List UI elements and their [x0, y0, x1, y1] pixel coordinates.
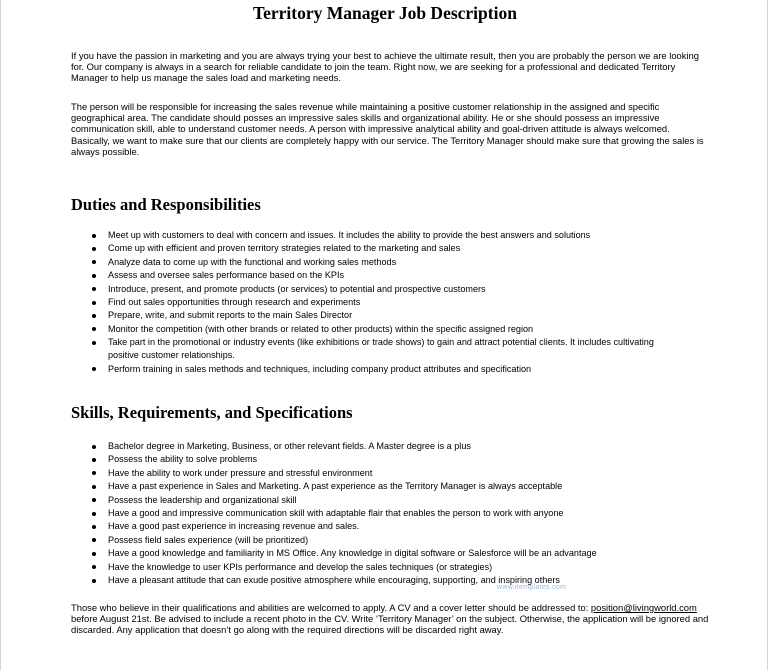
list-item: Bachelor degree in Marketing, Business, or other relevant fields. A Master degree is a plus: [108, 440, 668, 453]
list-item: Introduce, present, and promote products (or services) to potential and prospective customers: [108, 283, 668, 296]
list-item: Analyze data to come up with the functional and working sales methods: [108, 256, 668, 269]
watermark: www.itemplates.com: [497, 584, 567, 591]
closing-text-start: Those who believe in their qualifications and abilities are welcomed to apply. A CV and a cover letter should be addressed to:: [71, 602, 591, 613]
list-item: Have a pleasant attitude that can exude positive atmosphere while encouraging, supporting, and inspiring others: [108, 574, 668, 587]
duties-list: [108, 229, 668, 376]
list-item: Come up with efficient and proven territory strategies related to the marketing and sales: [108, 242, 668, 255]
duties-heading: Duties and Responsibilities: [71, 195, 261, 214]
list-item: Have a past experience in Sales and Marketing. A past experience as the Territory Manager is always acceptable: [108, 480, 668, 493]
list-item: Monitor the competition (with other brands or related to other products) within the specific assigned region: [108, 323, 668, 336]
list-item: Have the knowledge to user KPIs performance and develop the sales techniques (or strategies): [108, 561, 668, 574]
skills-list: [108, 440, 668, 587]
list-item: Find out sales opportunities through research and experiments: [108, 296, 668, 309]
intro-paragraph: If you have the passion in marketing and you are always trying your best to achieve the ultimate result, then you are probably the person we are looking for. Our company is always in a search for reliable candidate to join the team. Right now, we are seeking for a professional and dedicated Territory Manager to help us manage the sales load and marketing needs.: [71, 50, 699, 84]
list-item: Assess and oversee sales performance based on the KPIs: [108, 269, 668, 282]
list-item: Meet up with customers to deal with concern and issues. It includes the ability to provide the best answers and solutions: [108, 229, 668, 242]
list-item: Have a good past experience in increasing revenue and sales.: [108, 520, 668, 533]
skills-heading: Skills, Requirements, and Specifications: [71, 403, 353, 422]
closing-text-end: before August 21st. Be advised to include a recent photo in the CV. Write ‘Territory Manager’ on the subject. Otherwise, the application will be ignored and discarded. Any application that doesn’t go along with the required directions will be discarded right away.: [71, 613, 709, 636]
list-item: Have a good knowledge and familiarity in MS Office. Any knowledge in digital software or Salesforce will be an advantage: [108, 547, 668, 560]
closing-paragraph: [71, 602, 711, 636]
document-title: Territory Manager Job Description: [253, 3, 517, 23]
list-item: Possess the leadership and organizational skill: [108, 494, 668, 507]
email-link[interactable]: position@livingworld.com: [590, 602, 697, 613]
list-item: Have a good and impressive communication skill with adaptable flair that enables the person to work with anyone: [108, 507, 668, 520]
list-item: Possess field sales experience (will be prioritized): [108, 534, 668, 547]
overview-paragraph: The person will be responsible for increasing the sales revenue while maintaining a positive customer relationship in the assigned and specific geographical area. The candidate should posses an impressive sales skills and organizational ability. He or she should possess an impressive communication skill, able to understand customer needs. A person with impressive analytical ability and goal-driven attitude is always welcomed. Basically, we want to make sure that our clients are completely happy with our service. The Territory Manager should make sure that growing the sales is always possible.: [71, 101, 704, 157]
list-item: Have the ability to work under pressure and stressful environment: [108, 467, 668, 480]
list-item: Take part in the promotional or industry events (like exhibitions or trade shows) to gain and attract potential clients. It includes cultivating positive customer relationships.: [108, 336, 668, 362]
list-item: Perform training in sales methods and techniques, including company product attributes and specification: [108, 363, 668, 376]
list-item: Possess the ability to solve problems: [108, 453, 668, 466]
list-item: Prepare, write, and submit reports to the main Sales Director: [108, 309, 668, 322]
